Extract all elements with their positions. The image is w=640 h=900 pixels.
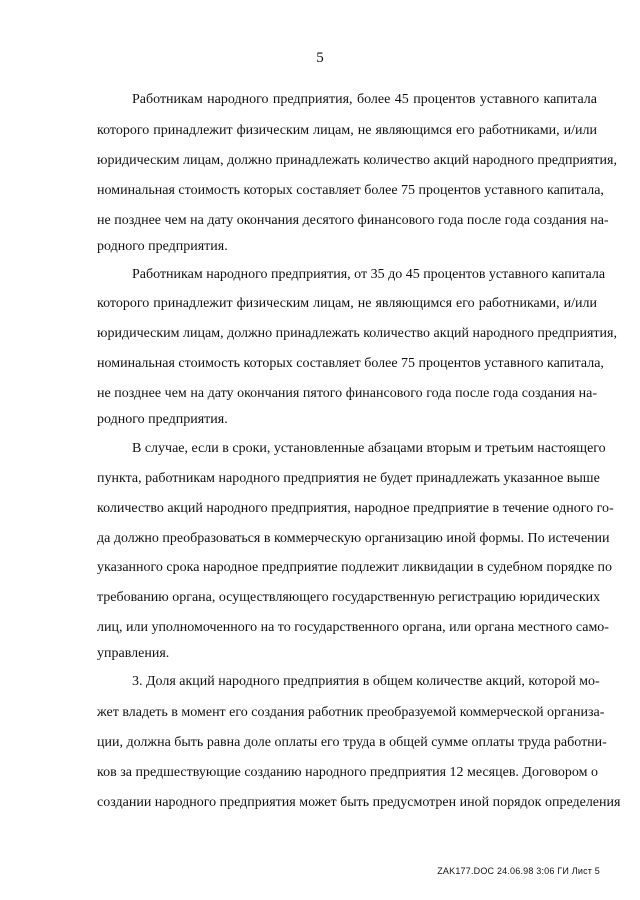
text-line: которого принадлежит физическим лицам, не являющимся его работниками, и/или <box>97 296 597 311</box>
text-line: не позднее чем на дату окончания пятого финансового года после года создания на- <box>97 386 597 401</box>
page-number: 5 <box>316 50 324 66</box>
text-line: ков за предшествующие созданию народного предприятия 12 месяцев. Договором о <box>97 765 598 780</box>
text-line: номинальная стоимость которых составляет более 75 процентов уставного капитала, <box>97 356 604 371</box>
text-line: юридическим лицам, должно принадлежать количество акций народного предприятия, <box>97 153 617 168</box>
text-line: 3. Доля акций народного предприятия в общем количестве акций, которой мо- <box>132 674 600 689</box>
text-line: лиц, или уполномоченного на то государственного органа, или органа местного само- <box>97 620 609 635</box>
text-line: Работникам народного предприятия, от 35 до 45 процентов уставного капитала <box>132 267 606 282</box>
text-line: количество акций народного предприятия, народное предприятие в течение одного го- <box>97 501 614 516</box>
text-line: номинальная стоимость которых составляет более 75 процентов уставного капитала, <box>97 183 604 198</box>
text-line: ции, должна быть равна доле оплаты его труда в общей сумме оплаты труда работни- <box>97 735 607 750</box>
text-line: родного предприятия. <box>97 239 228 254</box>
text-line: юридическим лицам, должно принадлежать количество акций народного предприятия, <box>97 326 617 341</box>
text-line: не позднее чем на дату окончания десятого финансового года после года создания на- <box>97 213 609 228</box>
text-line: да должно преобразоваться в коммерческую организацию иной формы. По истечении <box>97 531 610 546</box>
text-line: требованию органа, осуществляющего государственную регистрацию юридических <box>97 590 601 605</box>
text-line: В случае, если в сроки, установленные абзацами вторым и третьим настоящего <box>132 441 606 456</box>
text-line: Работникам народного предприятия, более 45 процентов уставного капитала <box>132 92 597 107</box>
text-line: пункта, работникам народного предприятия не будет принадлежать указанное выше <box>97 471 600 486</box>
text-line: жет владеть в момент его создания работник преобразуемой коммерческой организа- <box>97 705 605 720</box>
document-footer: ZAK177.DOC 24.06.98 3:06 ГИ Лист 5 <box>437 866 600 876</box>
text-line: указанного срока народное предприятие подлежит ликвидации в судебном порядке по <box>97 560 613 575</box>
text-line: которого принадлежит физическим лицам, не являющимся его работниками, и/или <box>97 123 597 138</box>
text-line: управления. <box>97 646 170 661</box>
text-line: создании народного предприятия может быть предусмотрен иной порядок определения <box>97 795 621 810</box>
text-line: родного предприятия. <box>97 412 228 427</box>
